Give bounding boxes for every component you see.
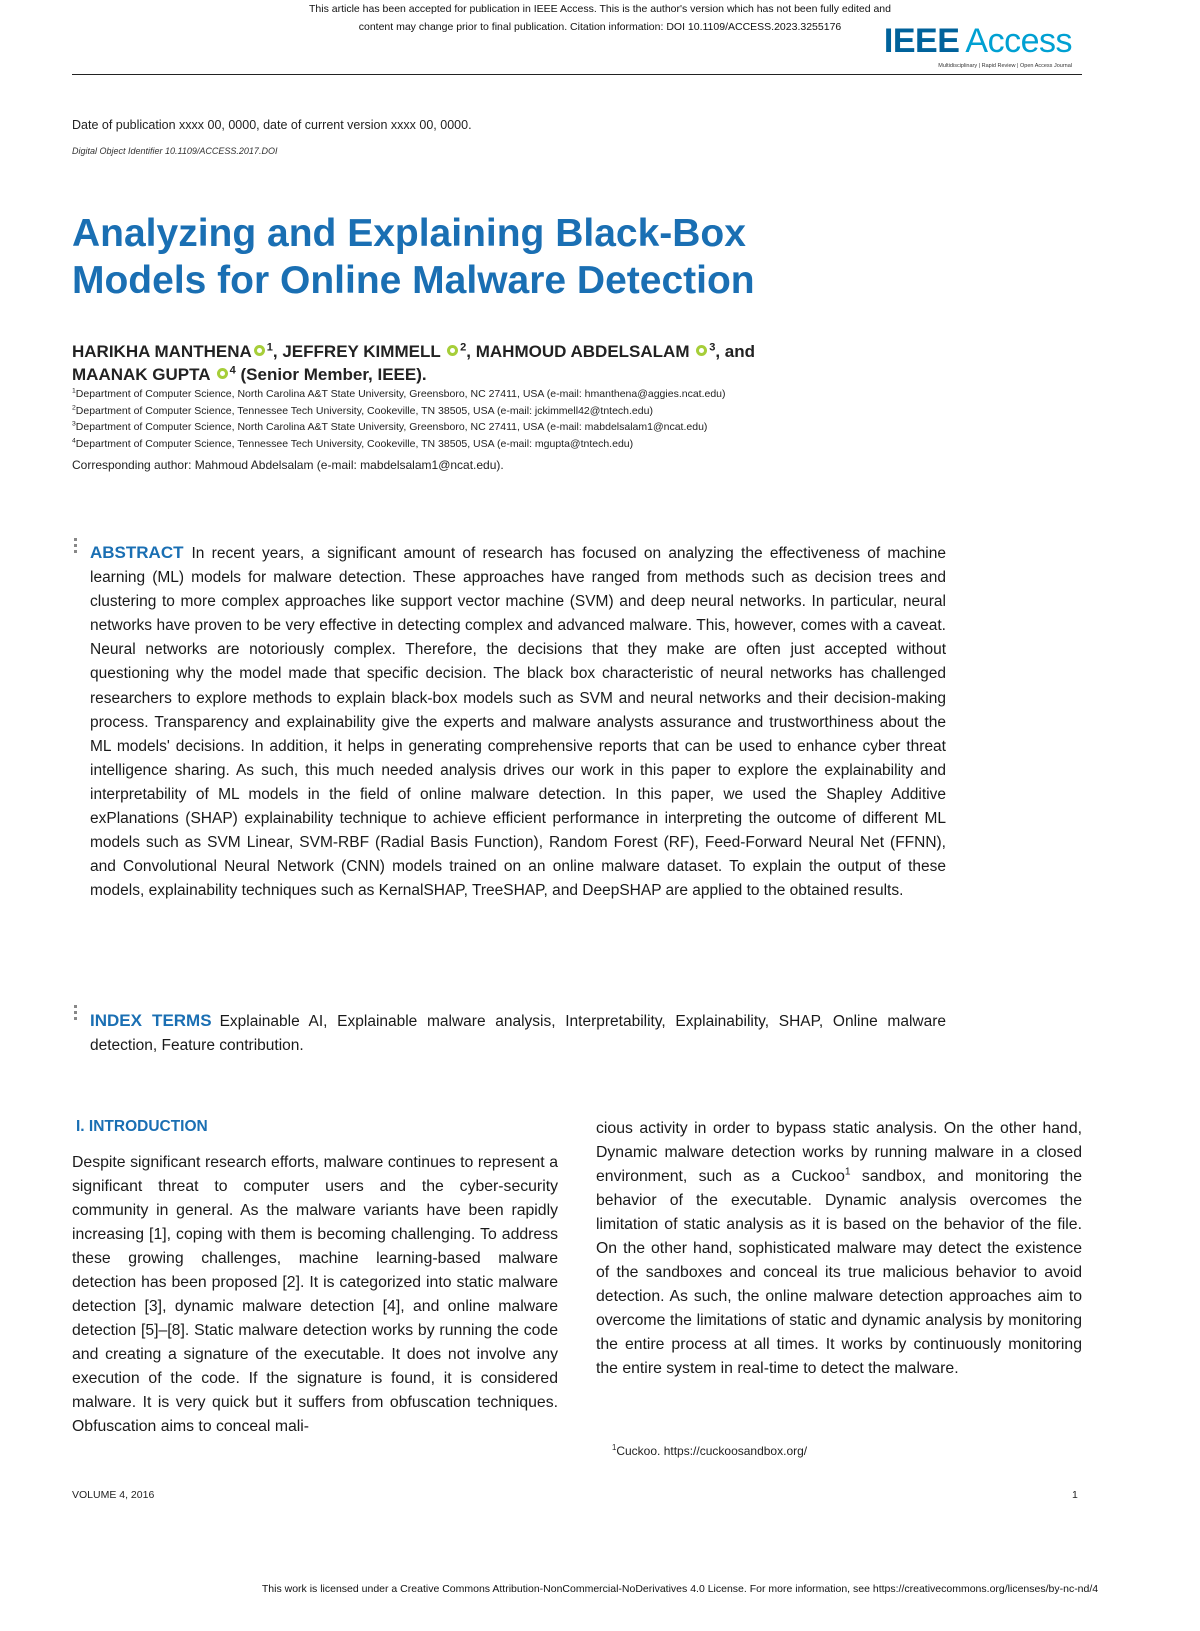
affiliations [72,386,972,452]
logo-tagline: Multidisciplinary | Rapid Review | Open Access Journal [938,63,1072,69]
author-1: HARIKHA MANTHENA [72,342,252,361]
title-line-2: Models for Online Malware Detection [72,259,755,302]
affiliation-number: 4 [72,437,76,444]
paper-title [72,210,972,304]
corresponding-author: Corresponding author: Mahmoud Abdelsalam (e-mail: mabdelsalam1@ncat.edu). [72,458,504,472]
affiliation-number: 3 [72,420,76,428]
affiliation [72,403,972,420]
logo-access-text: Access [965,22,1072,60]
intro-right-text-b: sandbox, and monitoring the behavior of the executable. Dynamic analysis overcomes the limitation of static analysis as it is based on the behavior of the file. On the other hand, sophisticated malware may detect the existence of the sandboxes and conceal its true malicious behavior to avoid detection. As such, the online malware detection approaches aim to overcome the limitations of static and dynamic analysis by monitoring the entire process at all times. It works by continuously monitoring the entire system in real-time to detect the malware. [596,1168,1082,1377]
affiliation-text: Department of Computer Science, Tennessee Tech University, Cookeville, TN 38505, USA (e-mail: mgupta@tntech.edu) [75,437,634,450]
index-terms-text: Explainable AI, Explainable malware analysis, Interpretability, Explainability, SHAP, Online malware detection, Feature contribution. [90,1013,946,1054]
affiliation [72,419,972,436]
affiliation [72,436,972,453]
ieee-access-logo [884,22,1072,70]
author-list [72,340,972,386]
author-1-affil: 1 [266,341,273,354]
affiliation-text: Department of Computer Science, North Carolina A&T State University, Greensboro, NC 27411, USA (e-mail: mabdelsalam1@ncat.edu) [75,421,708,433]
page-number: 1 [1072,1489,1078,1501]
license-notice: This work is licensed under a Creative Commons Attribution-NonCommercial-NoDerivatives 4.0 License. For more information, see https://creativecommons.org/licenses/by-nc-nd/4 [261,1583,1099,1595]
author-2: , JEFFREY KIMMELL [272,342,446,361]
abstract [90,541,946,903]
footnote-number: 1 [612,1443,617,1452]
author-4-affil: 4 [229,364,236,377]
footnote [612,1442,807,1460]
abstract-text: In recent years, a significant amount of research has focused on analyzing the effectiveness of machine learning (ML) models for malware detection. These approaches have ranged from methods such as decision trees and clustering to more complex approaches like support vector machine (SVM) and deep neural networks. In particular, neural networks have proven to be very effective in detecting complex and advanced malware. This, however, comes with a caveat. Neural networks are notoriously complex. Therefore, the decisions that they make are often just accepted without questioning why the model made that specific decision. The black box characteristic of neural networks has challenged researchers to explore methods to explain black-box models such as SVM and neural networks and their decision-making process. Transparency and explainability give the experts and malware analysts assurance and trustworthiness about the ML models' decisions. In addition, it helps in generating comprehensive reports that can be used to enhance cyber threat intelligence sharing. As such, this much needed analysis drives our work in this paper to explore the explainability and interpretability of ML models in the field of online malware detection. In this paper, we used the Shapley Additive exPlanations (SHAP) explainability technique to achieve efficient performance in interpreting the outcome of different ML models such as SVM Linear, SVM-RBF (Radial Basis Function), Random Forest (RF), Feed-Forward Neural Net (FFNN), and Convolutional Neural Network (CNN) models trained on an online malware dataset. To explain the output of these models, explainability techniques such as KernalSHAP, TreeSHAP, and DeepSHAP are applied to the obtained results. [90,545,946,900]
section-heading-introduction: I. INTRODUCTION [76,1118,208,1135]
author-4-suffix: (Senior Member, IEEE). [235,365,427,384]
author-conjunction: , and [715,342,756,361]
orcid-icon[interactable] [696,345,707,356]
header-rule [72,74,1082,75]
acceptance-notice-line-1: This article has been accepted for publication in IEEE Access. This is the author's version which has not been fully edited and [309,3,891,15]
intro-right-text-a: cious activity in order to bypass static analysis. On the other hand, Dynamic malware detection works by running malware in a closed environment, such as a Cuckoo [596,1120,1082,1185]
orcid-icon[interactable] [447,345,458,356]
orcid-icon[interactable] [254,345,265,356]
intro-right-column [596,1117,1082,1381]
abstract-label: ABSTRACT [90,543,184,562]
publication-dates: Date of publication xxxx 00, 0000, date of current version xxxx 00, 0000. [72,118,472,132]
affiliation [72,386,972,403]
author-2-affil: 2 [460,341,467,354]
author-3-affil: 3 [709,341,716,354]
index-terms-marker [74,1005,77,1023]
footnote-text[interactable]: Cuckoo. https://cuckoosandbox.org/ [616,1444,808,1458]
orcid-icon[interactable] [217,368,228,379]
acceptance-notice-line-2: content may change prior to final publication. Citation information: DOI 10.1109/ACCESS.2023.3255176 [358,21,842,33]
intro-left-column: Despite significant research efforts, malware continues to represent a significant threat to computer users and the cyber-security community in general. As the malware variants have been rapidly increasing [1], coping with them is becoming challenging. To address these growing challenges, machine learning-based malware detection has been proposed [2]. It is categorized into static malware detection [3], dynamic malware detection [4], and online malware detection [5]–[8]. Static malware detection works by running the code and creating a signature of the executable. It does not involve any execution of the code. If the signature is found, it is considered malware. It is very quick but it suffers from obfuscation techniques. Obfuscation aims to conceal mali- [72,1154,558,1435]
affiliation-text: Department of Computer Science, Tennessee Tech University, Cookeville, TN 38505, USA (e-mail: jckimmell42@tntech.edu) [75,404,653,417]
affiliation-number: 2 [72,404,76,411]
volume-label: VOLUME 4, 2016 [72,1489,155,1501]
index-terms-label: INDEX TERMS [90,1011,212,1030]
doi-line: Digital Object Identifier 10.1109/ACCESS.2017.DOI [72,146,278,156]
affiliation-text: Department of Computer Science, North Carolina A&T State University, Greensboro, NC 27411, USA (e-mail: hmanthena@aggies.ncat.edu) [75,388,726,400]
index-terms [90,1009,946,1058]
author-3: , MAHMOUD ABDELSALAM [466,342,695,361]
logo-ieee-text: IEEE [883,22,960,60]
footnote-ref[interactable]: 1 [844,1166,851,1178]
author-4: MAANAK GUPTA [72,365,215,384]
title-line-1: Analyzing and Explaining Black-Box [72,212,746,255]
affiliation-number: 1 [72,387,76,395]
abstract-marker [74,538,77,556]
